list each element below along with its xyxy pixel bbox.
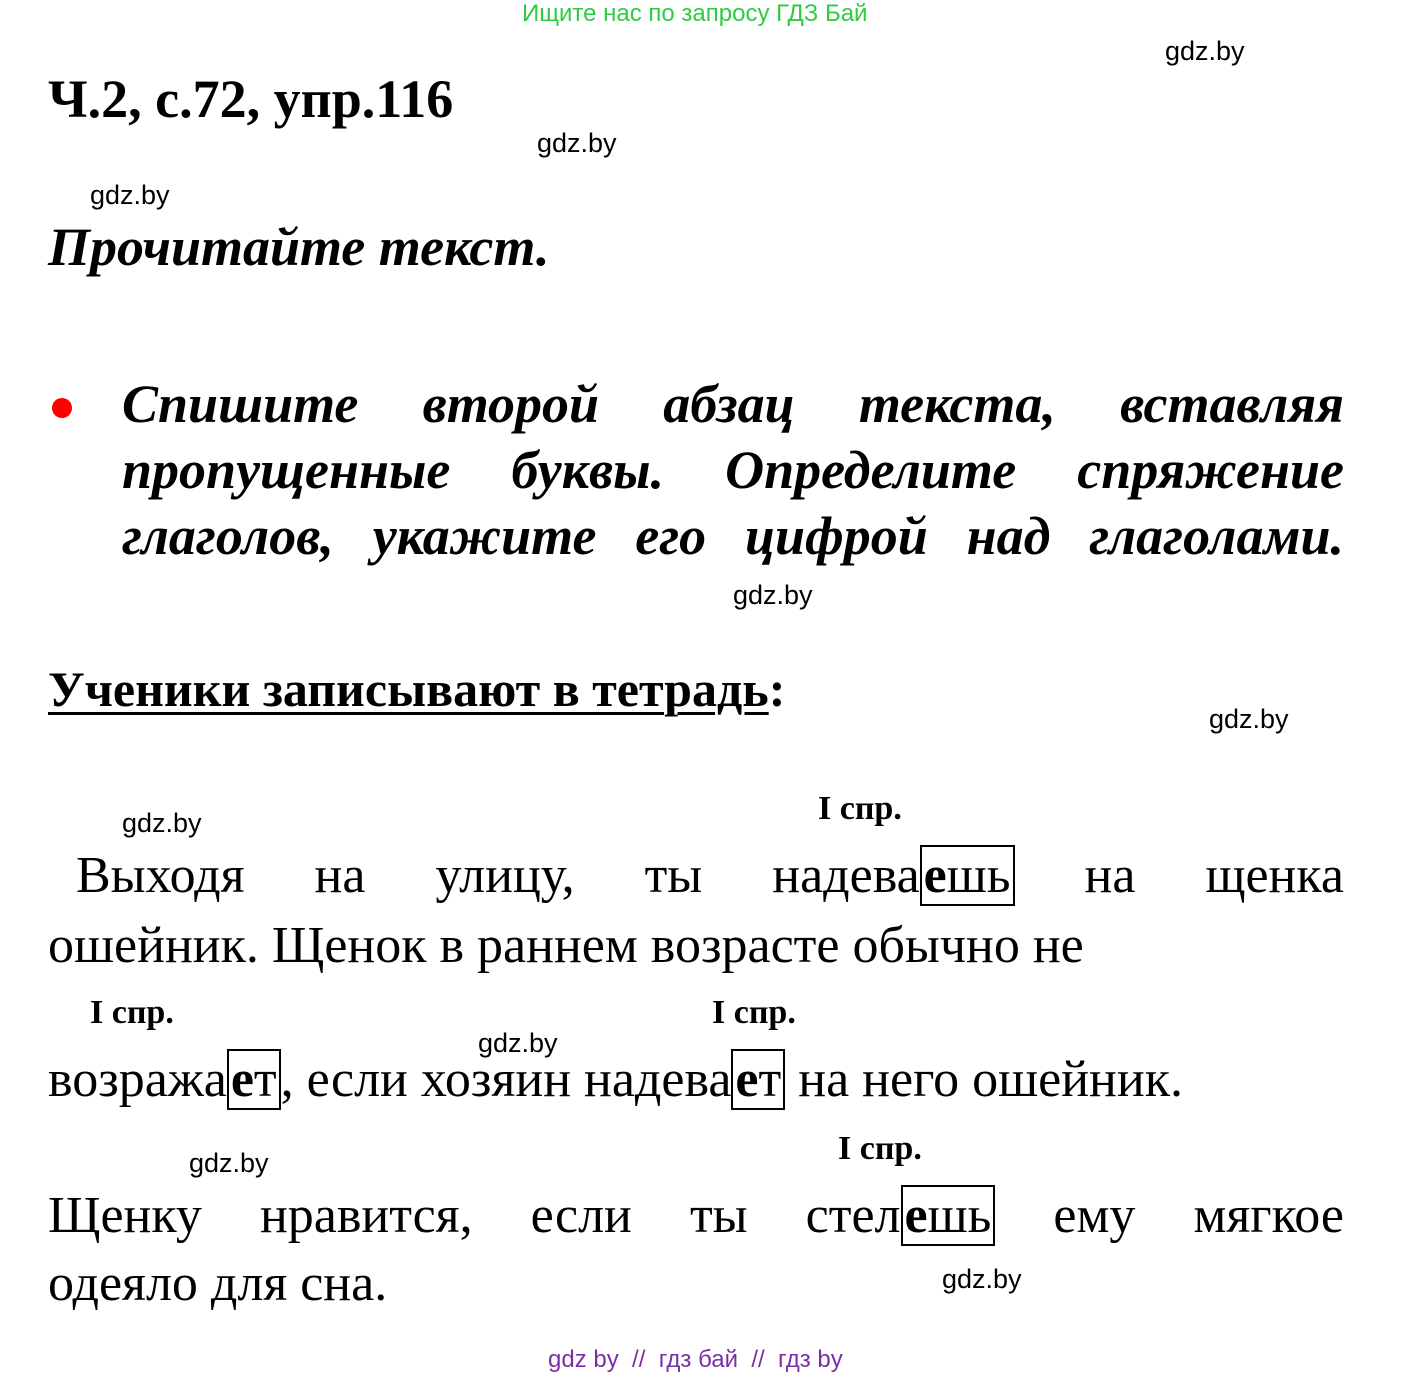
word: мягкое <box>1193 1187 1344 1244</box>
word: Выходя <box>76 847 245 904</box>
watermark: gdz.by <box>478 1028 558 1058</box>
page-title: Ч.2, с.72, упр.116 <box>48 69 454 129</box>
conjugation-label: I спр. <box>838 1130 922 1167</box>
verb-ending-box: ет <box>731 1049 785 1110</box>
word: если <box>530 1187 632 1244</box>
word: ему <box>1053 1187 1136 1244</box>
section-heading <box>48 660 785 718</box>
watermark: gdz.by <box>537 128 617 158</box>
highlighted-letter: е <box>904 1187 928 1244</box>
section-heading-colon: : <box>768 661 786 717</box>
word-with-ending <box>806 1186 996 1245</box>
text-line-2: ошейник. Щенок в раннем возрасте обычно не <box>48 917 1084 974</box>
verb-ending-box: ешь <box>920 845 1015 906</box>
highlighted-letter: е <box>230 1051 254 1108</box>
highlighted-letter: е <box>923 847 947 904</box>
verb-stem: стел <box>805 1187 901 1244</box>
task-line-3: глаголов, укажите его цифрой над глаголами. <box>122 506 1344 566</box>
conjugation-label: I спр. <box>818 790 902 827</box>
highlighted-letter: е <box>735 1051 759 1108</box>
bullet-icon <box>52 398 72 418</box>
word: ты <box>644 847 703 904</box>
watermark: gdz.by <box>1209 704 1289 734</box>
watermark: gdz.by <box>733 580 813 610</box>
word: щенка <box>1205 847 1344 904</box>
word: улицу, <box>435 847 575 904</box>
text-fragment: на него ошейник. <box>785 1051 1183 1108</box>
conjugation-label: I спр. <box>90 994 174 1031</box>
section-heading-text: Ученики записывают в тетрадь <box>48 661 769 717</box>
word: Щенку <box>48 1187 202 1244</box>
text-fragment: , если хозяин надева <box>280 1051 732 1108</box>
watermark: gdz.by <box>942 1264 1022 1294</box>
watermark: gdz.by <box>1165 36 1245 66</box>
task-line-1: Спишите второй абзац текста, вставляя <box>122 374 1344 434</box>
verb-ending-box: ешь <box>901 1185 996 1246</box>
text-line-3 <box>48 1050 1183 1109</box>
watermark: gdz.by <box>189 1148 269 1178</box>
text-line-1 <box>76 846 1344 905</box>
task-line-2: пропущенные буквы. Определите спряжение <box>122 440 1344 500</box>
text-line-5: одеяло для сна. <box>48 1255 388 1312</box>
word: на <box>1084 847 1136 904</box>
watermark: gdz.by <box>122 808 202 838</box>
top-banner: Ищите нас по запросу ГДЗ Бай <box>522 0 868 27</box>
text-line-4 <box>48 1186 1344 1245</box>
task-read: Прочитайте текст. <box>48 217 550 277</box>
word: нравится, <box>259 1187 473 1244</box>
verb-stem: возража <box>48 1051 227 1108</box>
word: ты <box>689 1187 748 1244</box>
word: на <box>314 847 366 904</box>
word-with-ending <box>772 846 1014 905</box>
watermark: gdz.by <box>90 180 170 210</box>
verb-stem: надева <box>772 847 920 904</box>
conjugation-label: I спр. <box>712 994 796 1031</box>
verb-ending-box: ет <box>227 1049 281 1110</box>
footer-watermark: gdz by // гдз бай // гдз by <box>548 1346 843 1373</box>
